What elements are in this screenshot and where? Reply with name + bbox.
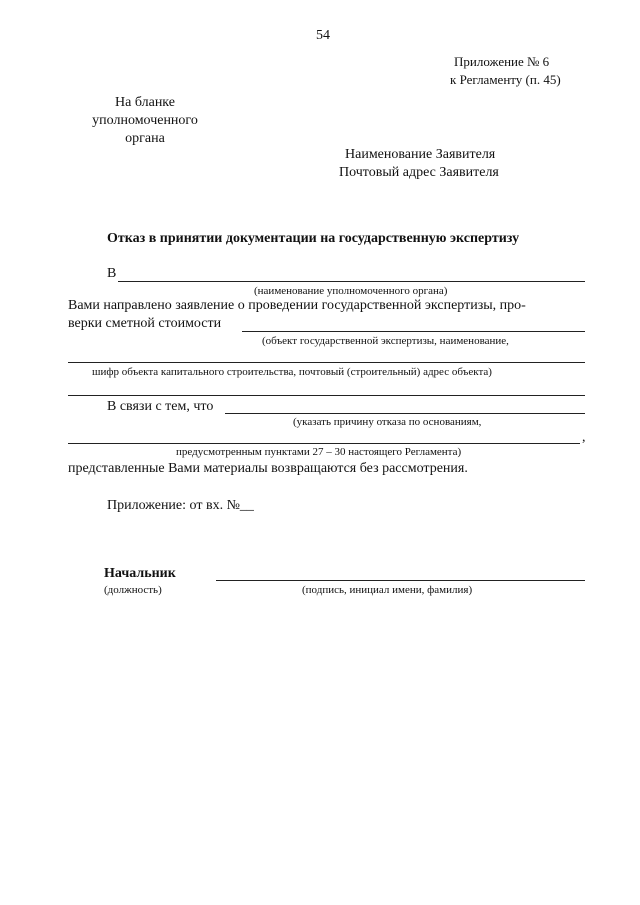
page-number: 54 (316, 28, 330, 43)
reason-comma: , (582, 430, 586, 445)
appendix-line-2: к Регламенту (п. 45) (450, 72, 561, 87)
para1-line-2: верки сметной стоимости (68, 316, 222, 331)
reason-hint-1: (указать причину отказа по основаниям, (293, 416, 482, 428)
to-authority-line (118, 281, 585, 282)
signature-hint: (подпись, инициал имени, фамилия) (302, 584, 473, 596)
reason-line-2 (68, 443, 580, 444)
object-hint-1: (объект государственной экспертизы, наименование, (262, 335, 509, 347)
signature-position-hint: (должность) (104, 584, 162, 596)
reason-line-1 (225, 413, 585, 414)
letterhead-line-3: органа (125, 131, 165, 146)
signature-line (216, 580, 585, 581)
letterhead-line-1: На бланке (115, 95, 175, 110)
applicant-address: Почтовый адрес Заявителя (339, 165, 499, 180)
object-hint-2: шифр объекта капитального строительства, почтовый (строительный) адрес объекта) (92, 366, 492, 378)
appendix-line-1: Приложение № 6 (454, 54, 550, 69)
reason-hint-2: предусмотренным пунктами 27 – 30 настоящего Регламента) (176, 446, 462, 458)
attachment-line: Приложение: от вх. №__ (107, 498, 254, 513)
object-line-2 (68, 362, 585, 363)
signature-position: Начальник (104, 566, 176, 581)
object-line-3 (68, 395, 585, 396)
to-prefix: В (107, 266, 117, 281)
closing-text: представленные Вами материалы возвращаются без рассмотрения. (68, 461, 468, 476)
object-line-1 (242, 331, 585, 332)
letterhead-line-2: уполномоченного (92, 113, 198, 128)
para1-line-1: Вами направлено заявление о проведении государственной экспертизы, про- (68, 298, 526, 313)
reason-prefix: В связи с тем, что (107, 399, 214, 414)
applicant-name: Наименование Заявителя (345, 147, 496, 162)
document-title: Отказ в принятии документации на государственную экспертизу (107, 231, 520, 246)
to-authority-hint: (наименование уполномоченного органа) (254, 285, 448, 297)
